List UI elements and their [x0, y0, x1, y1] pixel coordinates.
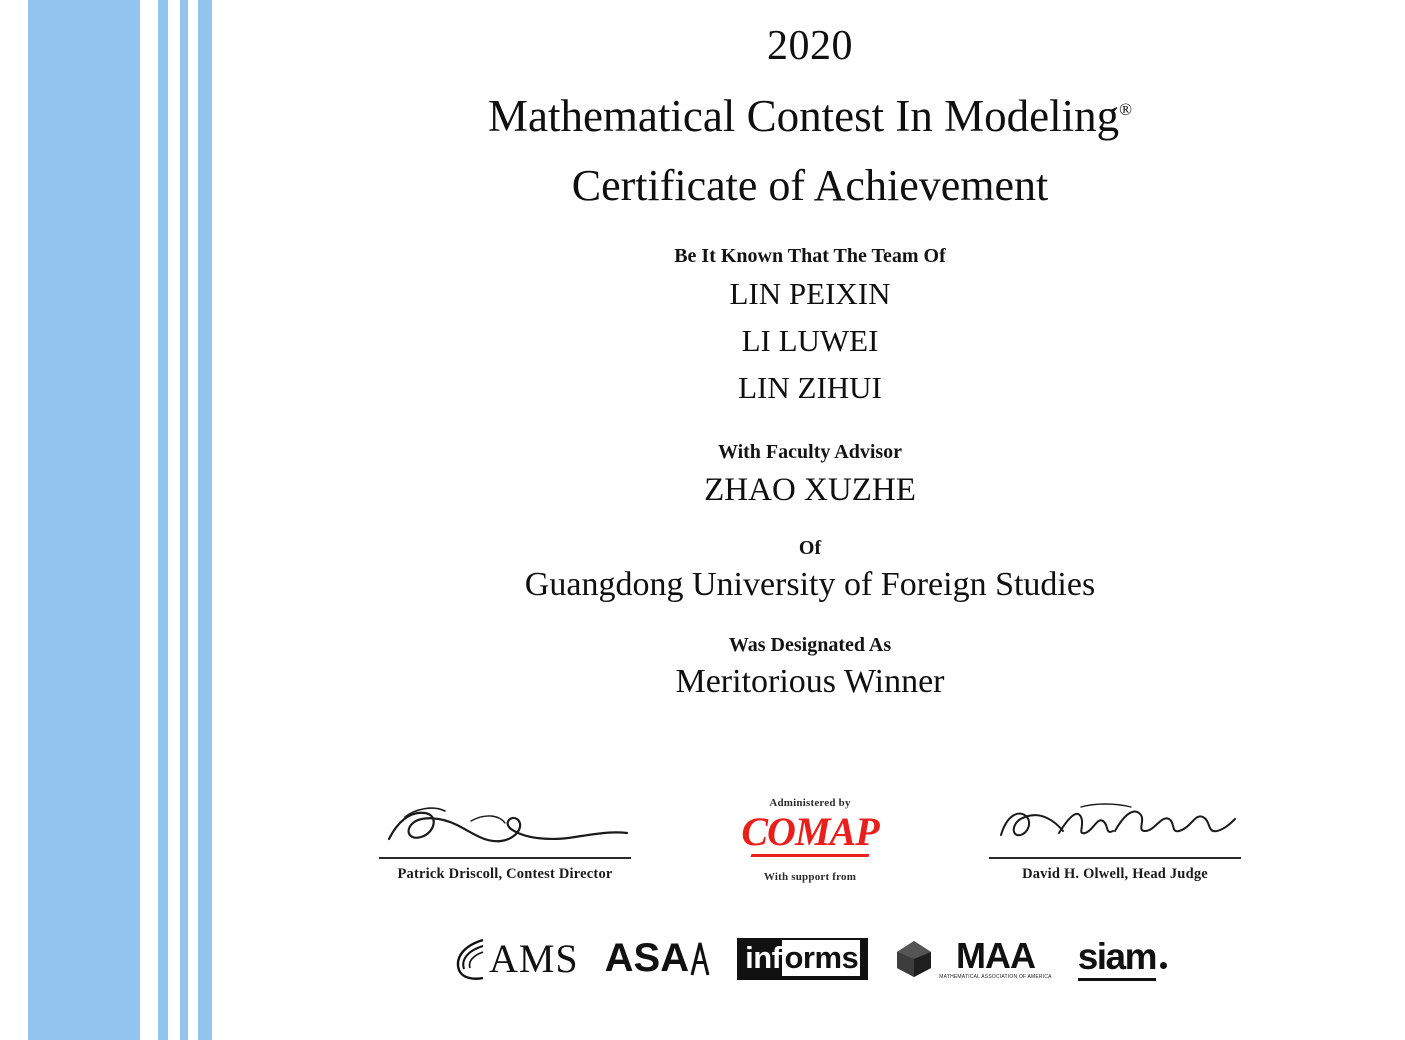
siam-logo-dot-icon: [1160, 962, 1167, 969]
maa-logo-subtext: MATHEMATICAL ASSOCIATION OF AMERICA: [939, 973, 1052, 980]
asa-logo: [605, 936, 711, 981]
ams-logo-text: AMS: [488, 936, 579, 981]
signature-rule-1: [379, 857, 631, 859]
decorative-bar-thin-3: [198, 0, 212, 1040]
signature-rule-2: [989, 857, 1241, 859]
signature-block-head-judge: [975, 795, 1255, 883]
maa-icosahedron-icon: [894, 939, 934, 979]
award-designation: Meritorious Winner: [675, 662, 945, 700]
sponsor-logo-row: [250, 935, 1370, 982]
team-member-1: LIN PEIXIN: [729, 276, 891, 311]
signature-david-olwell-icon: [985, 795, 1245, 857]
contest-title-text: Mathematical Contest In Modeling: [487, 91, 1120, 141]
informs-logo-text-light: orms: [784, 939, 859, 975]
maa-logo-text: MAA: [956, 934, 1035, 976]
signature-caption-contest-director: Patrick Driscoll, Contest Director: [397, 866, 613, 882]
siam-logo: [1078, 936, 1167, 981]
decorative-bar-wide: [28, 0, 140, 1040]
administrator-block: [705, 795, 915, 883]
ams-swoosh-icon: [453, 936, 487, 982]
certificate-content: [250, 0, 1370, 1040]
decorative-bar-thin-2: [180, 0, 188, 1040]
asa-logo-text: ASA: [604, 936, 690, 980]
comap-logo: COMAP: [741, 809, 879, 854]
decorative-bar-thin-1: [158, 0, 168, 1040]
siam-logo-text: siam: [1078, 936, 1156, 981]
signature-patrick-driscoll-icon: [375, 795, 635, 857]
signature-caption-head-judge: David H. Olwell, Head Judge: [1022, 866, 1208, 882]
advisor-name: ZHAO XUZHE: [704, 471, 916, 508]
designation-label: Was Designated As: [728, 633, 892, 656]
informs-logo: [737, 938, 868, 980]
contest-title: [250, 90, 1370, 142]
of-label: Of: [798, 536, 822, 559]
asa-mark-icon: [689, 939, 711, 979]
signature-row: [250, 795, 1370, 883]
team-label: Be It Known That The Team Of: [674, 245, 946, 267]
ams-logo: [453, 935, 579, 982]
administered-by-label: Administered by: [769, 797, 851, 809]
support-from-label: With support from: [763, 871, 857, 883]
certificate-year: 2020: [767, 23, 853, 69]
signature-block-contest-director: [365, 795, 645, 883]
maa-logo: [894, 934, 1052, 980]
certificate-subtitle: Certificate of Achievement: [571, 161, 1049, 210]
team-member-3: LIN ZIHUI: [738, 369, 882, 405]
team-member-2: LI LUWEI: [741, 322, 879, 358]
informs-logo-text-dark: inf: [745, 939, 782, 975]
advisor-label: With Faculty Advisor: [717, 440, 903, 463]
institution-name: Guangdong University of Foreign Studies: [524, 565, 1096, 603]
comap-logo-underline: [751, 854, 870, 857]
registered-mark-icon: ®: [1119, 100, 1133, 119]
